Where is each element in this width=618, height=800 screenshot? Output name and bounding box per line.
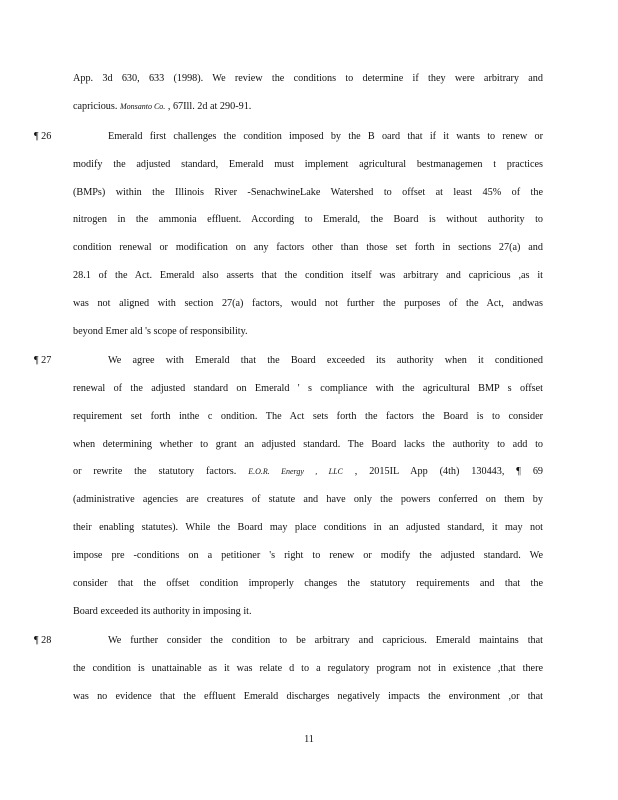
- text-line: renewal of the adjusted standard on Emerald ' s compliance with the agricultural BMP s offset: [73, 383, 543, 394]
- text-line: App. 3d 630, 633 (1998). We review the conditions to determine if they were arbitrary and: [73, 73, 543, 84]
- text-fragment: or rewrite the statutory factors.: [73, 466, 249, 477]
- case-citation: E.O.R. Energy , LLC: [248, 467, 343, 476]
- text-line: Emerald first challenges the condition imposed by the B oard that if it wants to renew or: [108, 131, 543, 142]
- text-line: 28.1 of the Act. Emerald also asserts that the condition itself was arbitrary and capricious ,as it: [73, 270, 543, 281]
- text-line: the condition is unattainable as it was relate d to a regulatory program not in existence ,that there: [73, 663, 543, 674]
- text-line: requirement set forth inthe c ondition. The Act sets forth the factors the Board is to consider: [73, 411, 543, 422]
- text-fragment: capricious.: [73, 101, 120, 112]
- text-line: their enabling statutes). While the Board may place conditions in an adjusted standard, it may not: [73, 522, 543, 533]
- text-line: when determining whether to grant an adjusted standard. The Board lacks the authority to add to: [73, 439, 543, 450]
- text-fragment: , 2015IL App (4th) 130443, ¶ 69: [342, 466, 544, 477]
- paragraph-number: ¶ 26: [34, 131, 52, 142]
- text-line: nitrogen in the ammonia effluent. According to Emerald, the Board is without authority to: [73, 214, 543, 225]
- text-line: [73, 465, 543, 479]
- paragraph-number: ¶ 28: [34, 635, 52, 646]
- text-line: beyond Emer ald 's scope of responsibility.: [73, 326, 248, 337]
- text-line: condition renewal or modification on any factors other than those set forth in sections 27(a) and: [73, 242, 543, 253]
- text-line: We further consider the condition to be arbitrary and capricious. Emerald maintains that: [108, 635, 543, 646]
- text-line: [73, 100, 543, 114]
- text-line: consider that the offset condition improperly changes the statutory requirements and that the: [73, 578, 543, 589]
- text-line: was no evidence that the effluent Emerald discharges negatively impacts the environment ,or that: [73, 691, 543, 702]
- text-line: (administrative agencies are creatures of statute and have only the powers conferred on them by: [73, 494, 543, 505]
- text-line: impose pre -conditions on a petitioner 's right to renew or modify the adjusted standard. We: [73, 550, 543, 561]
- paragraph-number: ¶ 27: [34, 355, 52, 366]
- text-fragment: , 67Ill. 2d at 290-91.: [165, 101, 252, 112]
- text-line: Board exceeded its authority in imposing it.: [73, 606, 252, 617]
- text-line: modify the adjusted standard, Emerald must implement agricultural bestmanagemen t practices: [73, 159, 543, 170]
- text-line: We agree with Emerald that the Board exceeded its authority when it conditioned: [108, 355, 543, 366]
- text-line: (BMPs) within the Illinois River -SenachwineLake Watershed to offset at least 45% of the: [73, 187, 543, 198]
- text-line: was not aligned with section 27(a) factors, would not further the purposes of the Act, andwas: [73, 298, 543, 309]
- page-number: 11: [304, 734, 314, 745]
- case-citation: Monsanto Co.: [119, 102, 166, 111]
